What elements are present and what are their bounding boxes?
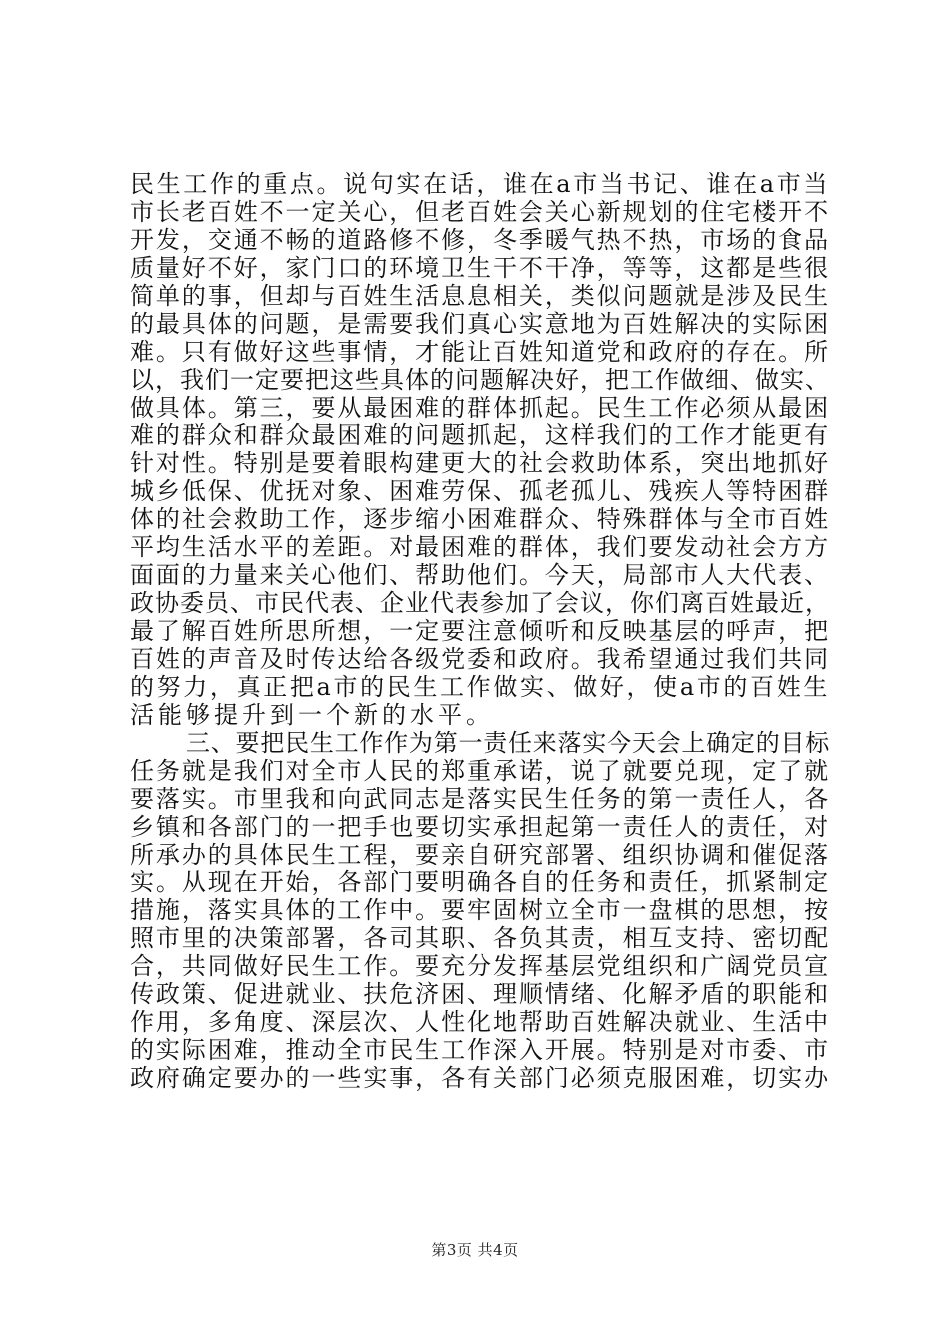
text-line: 开发，交通不畅的道路修不修，冬季暖气热不热，市场的食品 <box>130 225 830 254</box>
text-line: 体的社会救助工作，逐步缩小困难群众、特殊群体与全市百姓 <box>130 505 830 534</box>
text-line: 任务就是我们对全市人民的郑重承诺，说了就要兑现，定了就 <box>130 756 830 785</box>
text-line: 以，我们一定要把这些具体的问题解决好，把工作做细、做实、 <box>130 365 830 394</box>
text-line: 城乡低保、优抚对象、困难劳保、孤老孤儿、残疾人等特困群 <box>130 477 830 506</box>
text-line: 平均生活水平的差距。对最困难的群体，我们要发动社会方方 <box>130 533 830 562</box>
text-line: 作用，多角度、深层次、人性化地帮助百姓解决就业、生活中 <box>130 1008 830 1037</box>
text-line: 市长老百姓不一定关心，但老百姓会关心新规划的住宅楼开不 <box>130 197 830 226</box>
text-line: 民生工作的重点。说句实在话，谁在a市当书记、谁在a市当 <box>130 170 830 198</box>
text-line: 措施，落实具体的工作中。要牢固树立全市一盘棋的思想，按 <box>130 896 830 925</box>
text-line: 最了解百姓所思所想，一定要注意倾听和反映基层的呼声，把 <box>130 617 830 645</box>
text-line-indented: 三、要把民生工作作为第一责任来落实今天会上确定的目标 <box>186 728 830 757</box>
text-line: 合，共同做好民生工作。要充分发挥基层党组织和广阔党员宣 <box>130 952 830 981</box>
text-line: 难的群众和群众最困难的问题抓起，这样我们的工作才能更有 <box>130 421 830 450</box>
text-line: 简单的事，但却与百姓生活息息相关，类似问题就是涉及民生 <box>130 281 830 310</box>
text-line: 乡镇和各部门的一把手也要切实承担起第一责任人的责任，对 <box>130 812 830 841</box>
text-line: 的实际困难，推动全市民生工作深入开展。特别是对市委、市 <box>130 1036 830 1065</box>
text-line: 面面的力量来关心他们、帮助他们。今天，局部市人大代表、 <box>130 561 830 590</box>
text-line: 针对性。特别是要着眼构建更大的社会救助体系，突出地抓好 <box>130 449 830 478</box>
text-line: 政府确定要办的一些实事，各有关部门必须克服困难，切实办 <box>130 1064 830 1092</box>
text-line: 活能够提升到一个新的水平。 <box>130 700 494 729</box>
document-body <box>130 171 830 1093</box>
text-line: 照市里的决策部署，各司其职、各负其责，相互支持、密切配 <box>130 924 830 953</box>
text-line: 所承办的具体民生工程，要亲自研究部署、组织协调和催促落 <box>130 840 830 869</box>
paragraph-2 <box>130 730 830 1093</box>
page-number-label: 第3页 共4页 <box>431 1241 519 1259</box>
text-line: 质量好不好，家门口的环境卫生干不干净，等等，这都是些很 <box>130 253 830 282</box>
text-line: 做具体。第三，要从最困难的群体抓起。民生工作必须从最困 <box>130 393 830 422</box>
text-line: 政协委员、市民代表、企业代表参加了会议，你们离百姓最近， <box>130 589 830 618</box>
text-line: 百姓的声音及时传达给各级党委和政府。我希望通过我们共同 <box>130 644 830 673</box>
text-line: 的最具体的问题，是需要我们真心实意地为百姓解决的实际困 <box>130 309 830 338</box>
text-line: 的努力，真正把a市的民生工作做实、做好，使a市的百姓生 <box>130 672 830 701</box>
text-line: 要落实。市里我和向武同志是落实民生任务的第一责任人，各 <box>130 784 830 813</box>
text-line: 实。从现在开始，各部门要明确各自的任务和责任，抓紧制定 <box>130 868 830 897</box>
page-footer <box>0 1239 950 1260</box>
paragraph-1 <box>130 171 830 730</box>
text-line: 传政策、促进就业、扶危济困、理顺情绪、化解矛盾的职能和 <box>130 980 830 1009</box>
text-line: 难。只有做好这些事情，才能让百姓知道党和政府的存在。所 <box>130 337 830 366</box>
